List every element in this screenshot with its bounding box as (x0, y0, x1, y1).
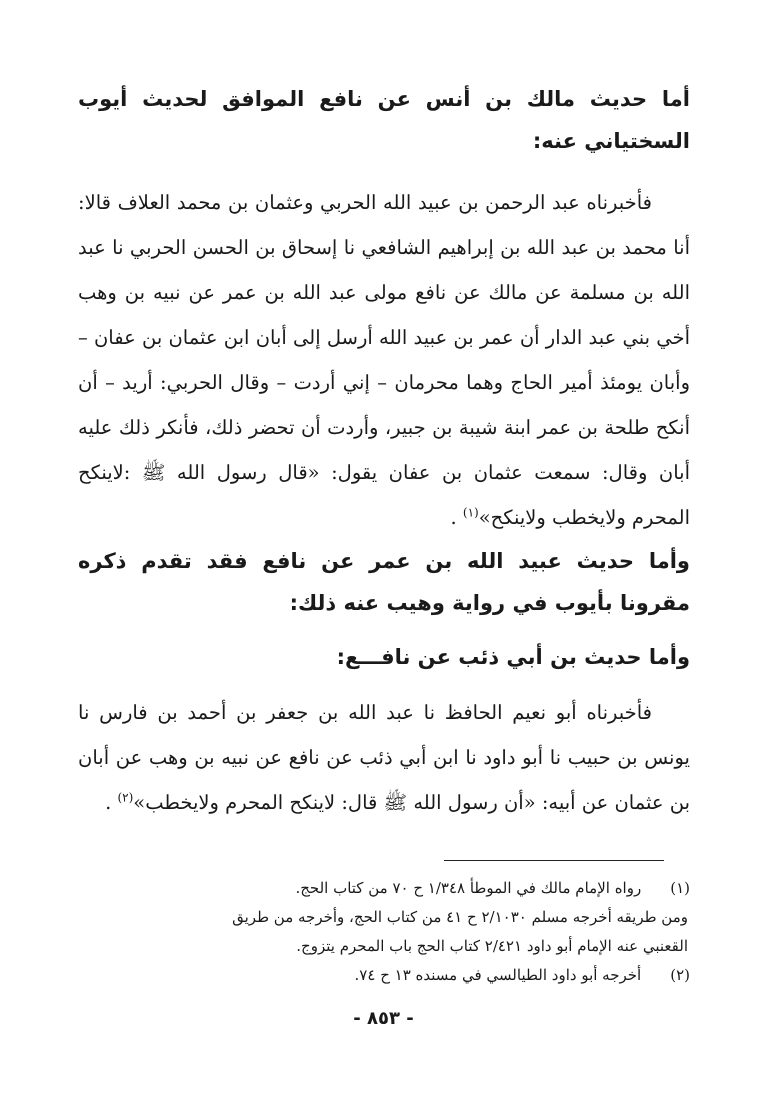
footnote-2-text-1: أخرجه أبو داود الطيالسي في مسنده ١٣ ح ٧٤. (354, 966, 642, 984)
footnote-ref-1: (١) (462, 505, 479, 520)
footnote-2-number: (٢) (670, 966, 690, 984)
paragraph-ibn-abi-dhib-text: فأخبرناه أبو نعيم الحافظ نا عبد الله بن جعفر بن أحمد بن فارس نا يونس بن حبيب نا أبو داود نا ابن أبي ذئب عن نافع عن نبيه بن وهب عن أبان بن عثمان عن أبيه: «أن رسول الله ﷺ قال: لاينكح المحرم ولايخطب» (78, 701, 690, 814)
paragraph-ibn-abi-dhib-isnad: فأخبرناه أبو نعيم الحافظ نا عبد الله بن جعفر بن أحمد بن فارس نا يونس بن حبيب نا أبو داود نا ابن أبي ذئب عن نافع عن نبيه بن وهب عن أبان بن عثمان عن أبيه: «أن رسول الله ﷺ قال: لاينكح المحرم ولايخطب»$^{(٢)}$ . (78, 701, 690, 814)
footnotes-section (78, 874, 690, 990)
paragraph-malik-isnad: فأخبرناه عبد الرحمن بن عبيد الله الحربي وعثمان بن محمد العلاف قالا: أنا محمد بن عبد الله بن إبراهيم الشافعي نا إسحاق بن الحسن الحربي نا عبد الله بن مسلمة عن مالك عن نافع مولى عبد الله بن عمر عن نبيه بن وهب أخي بني عبد الدار أن عمر بن عبيد الله أرسل إلى أبان ابن عثمان بن عفان – وأبان يومئذ أمير الحاج وهما محرمان – إني أردت – وقال الحربي: أريد – أن أنكح طلحة بن عمر ابنة شيبة بن جبير، وأردت أن تحضر ذلك، فأنكر ذلك عليه أبان وقال: سمعت عثمان بن عفان يقول: «قال رسول الله ﷺ :لاينكح المحرم ولايخطب ولاينكح»$^{(١)}$ . (78, 191, 690, 529)
paragraph-malik-text: فأخبرناه عبد الرحمن بن عبيد الله الحربي وعثمان بن محمد العلاف قالا: أنا محمد بن عبد الله بن إبراهيم الشافعي نا إسحاق بن الحسن الحربي نا عبد الله بن مسلمة عن مالك عن نافع مولى عبد الله بن عمر عن نبيه بن وهب أخي بني عبد الدار أن عمر بن عبيد الله أرسل إلى أبان ابن عثمان بن عفان – وأبان يومئذ أمير الحاج وهما محرمان – إني أردت – وقال الحربي: أريد – أن أنكح طلحة بن عمر ابنة شيبة بن جبير، وأردت أن تحضر ذلك، فأنكر ذلك عليه أبان وقال: سمعت عثمان بن عفان يقول: «قال رسول الله ﷺ :لاينكح المحرم ولايخطب ولاينكح» (78, 191, 690, 529)
footnote-1-number: (١) (670, 879, 690, 897)
section-heading-ibn-abi-dhib: وأما حديث بن أبي ذئب عن نافـــع: (336, 645, 690, 669)
page-number: - ٨٥٣ - (353, 1008, 414, 1029)
footnote-divider (444, 860, 664, 861)
section-heading-malik: أما حديث مالك بن أنس عن نافع الموافق لحديث أيوب السختياني عنه: (78, 87, 690, 153)
footnote-1-text-1: رواه الإمام مالك في الموطأ ١/٣٤٨ ح ٧٠ من كتاب الحج. (295, 879, 642, 897)
footnote-ref-2: (٢) (117, 790, 134, 805)
page-body (78, 78, 690, 825)
footnote-1-line-3: القعنبي عنه الإمام أبو داود ٢/٤٢١ كتاب الحج باب المحرم يتزوج. (296, 937, 688, 955)
footnote-1-line-1 (78, 874, 690, 903)
footnote-2-line-1 (78, 961, 690, 990)
section-heading-ubaydullah: وأما حديث عبيد الله بن عمر عن نافع فقد تقدم ذكره مقرونا بأيوب في رواية وهيب عنه ذلك: (78, 549, 690, 615)
footnote-1-line-2: ومن طريقه أخرجه مسلم ٢/١٠٣٠ ح ٤١ من كتاب الحج، وأخرجه من طريق (232, 908, 688, 926)
